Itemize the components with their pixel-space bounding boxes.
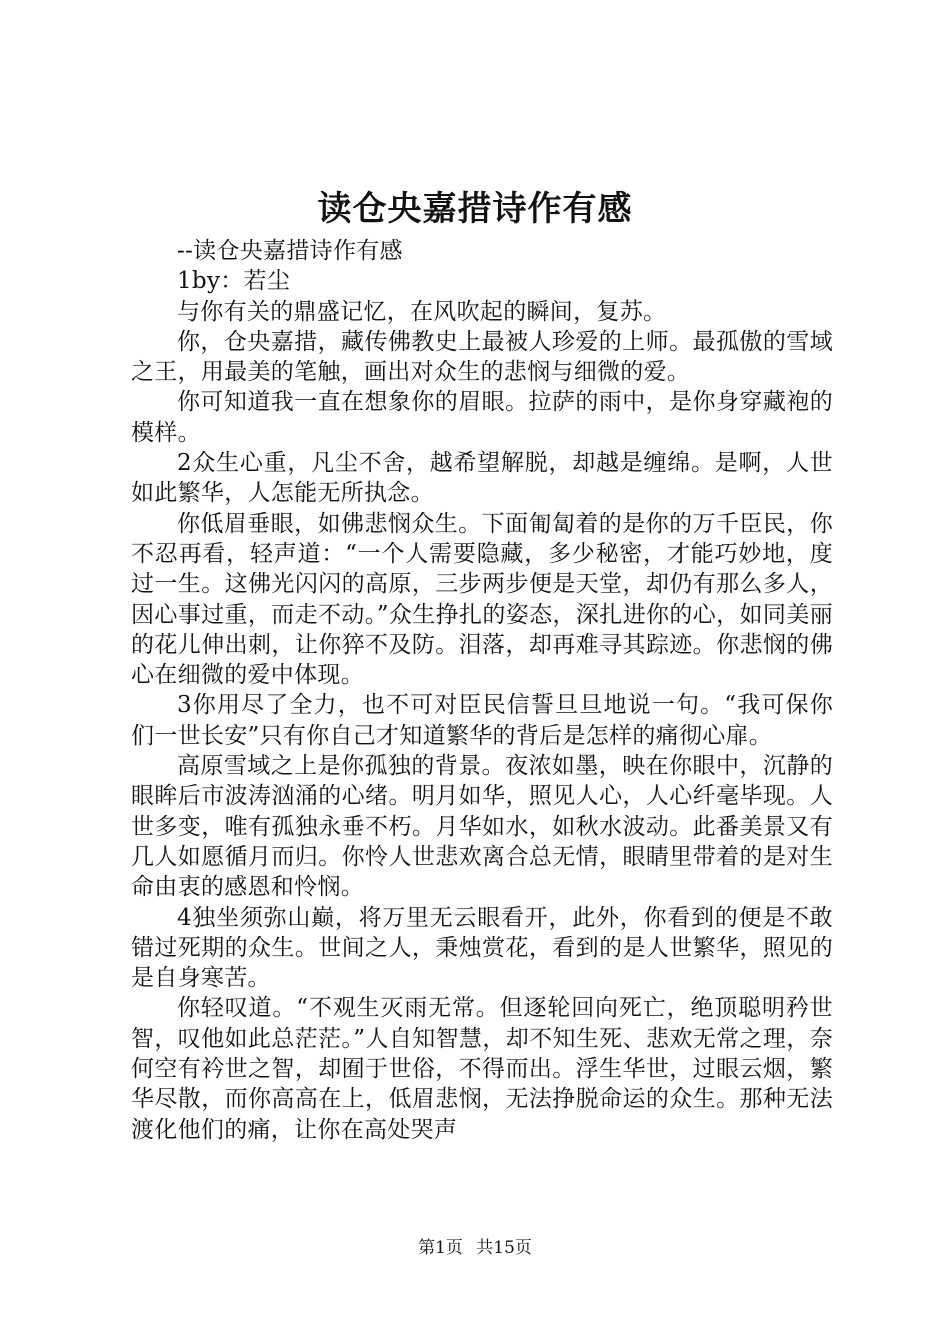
body-paragraph: 你轻叹道。“不观生灭雨无常。但逐轮回向死亡，绝顶聪明矜世智，叹他如此总茫茫。”人自知智慧，却不知生死、悲欢无常之理，奈何空有衿世之智，却囿于世俗，不得而出。浮生华世，过眼云烟，繁华尽散，而你高高在上，低眉悲悯，无法挣脱命运的众生。那种无法渡化他们的痛，让你在高处哭声 (131, 995, 833, 1143)
body-paragraph: 你可知道我一直在想象你的眉眼。拉萨的雨中，是你身穿藏袍的模样。 (131, 389, 833, 446)
body-paragraph: 3你用尽了全力，也不可对臣民信誓旦旦地说一句。“我可保你们一世长安”只有你自己才知道繁华的背后是怎样的痛彻心扉。 (131, 692, 833, 749)
subtitle-paragraph: --读仓央嘉措诗作有感 (177, 238, 403, 264)
body-paragraph: 4独坐须弥山巅，将万里无云眼看开，此外，你看到的便是不敢错过死期的众生。世间之人，秉烛赏花，看到的是人世繁华，照见的是自身寒苦。 (131, 904, 833, 992)
page-number: 第1页 (418, 1238, 463, 1258)
body-paragraph: 你，仓央嘉措，藏传佛教史上最被人珍爱的上师。最孤傲的雪域之王，用最美的笔触，画出对众生的悲悯与细微的爱。 (131, 328, 833, 386)
body-paragraph: 高原雪域之上是你孤独的背景。夜浓如墨，映在你眼中，沉静的眼眸后市波涛汹涌的心绪。明月如华，照见人心，人心纤毫毕现。人世多变，唯有孤独永垂不朽。月华如水，如秋水波动。此番美景又有几人如愿循月而归。你怜人世悲欢离合总无情，眼睛里带着的是对生命由衷的感恩和怜悯。 (131, 753, 833, 901)
body-paragraph: 你低眉垂眼，如佛悲悯众生。下面匍匐着的是你的万千臣民，你不忍再看，轻声道：“一个人需要隐藏，多少秘密，才能巧妙地，度过一生。这佛光闪闪的高原，三步两步便是天堂，却仍有那么多人，因心事过重，而走不动。”众生挣扎的姿态，深扎进你的心，如同美丽的花儿伸出刺，让你猝不及防。泪落，却再难寻其踪迹。你悲悯的佛心在细微的爱中体现。 (131, 510, 833, 689)
page-total: 共15页 (476, 1238, 532, 1258)
author-paragraph: 1by：若尘 (177, 268, 291, 295)
page-footer (0, 1236, 950, 1260)
document-body (131, 236, 833, 1145)
body-paragraph: 与你有关的鼎盛记忆，在风吹起的瞬间，复苏。 (177, 298, 667, 325)
body-paragraph: 2众生心重，凡尘不舍，越希望解脱，却越是缠绵。是啊，人世如此繁华，人怎能无所执念。 (131, 450, 833, 507)
document-title: 读仓央嘉措诗作有感 (317, 189, 633, 229)
